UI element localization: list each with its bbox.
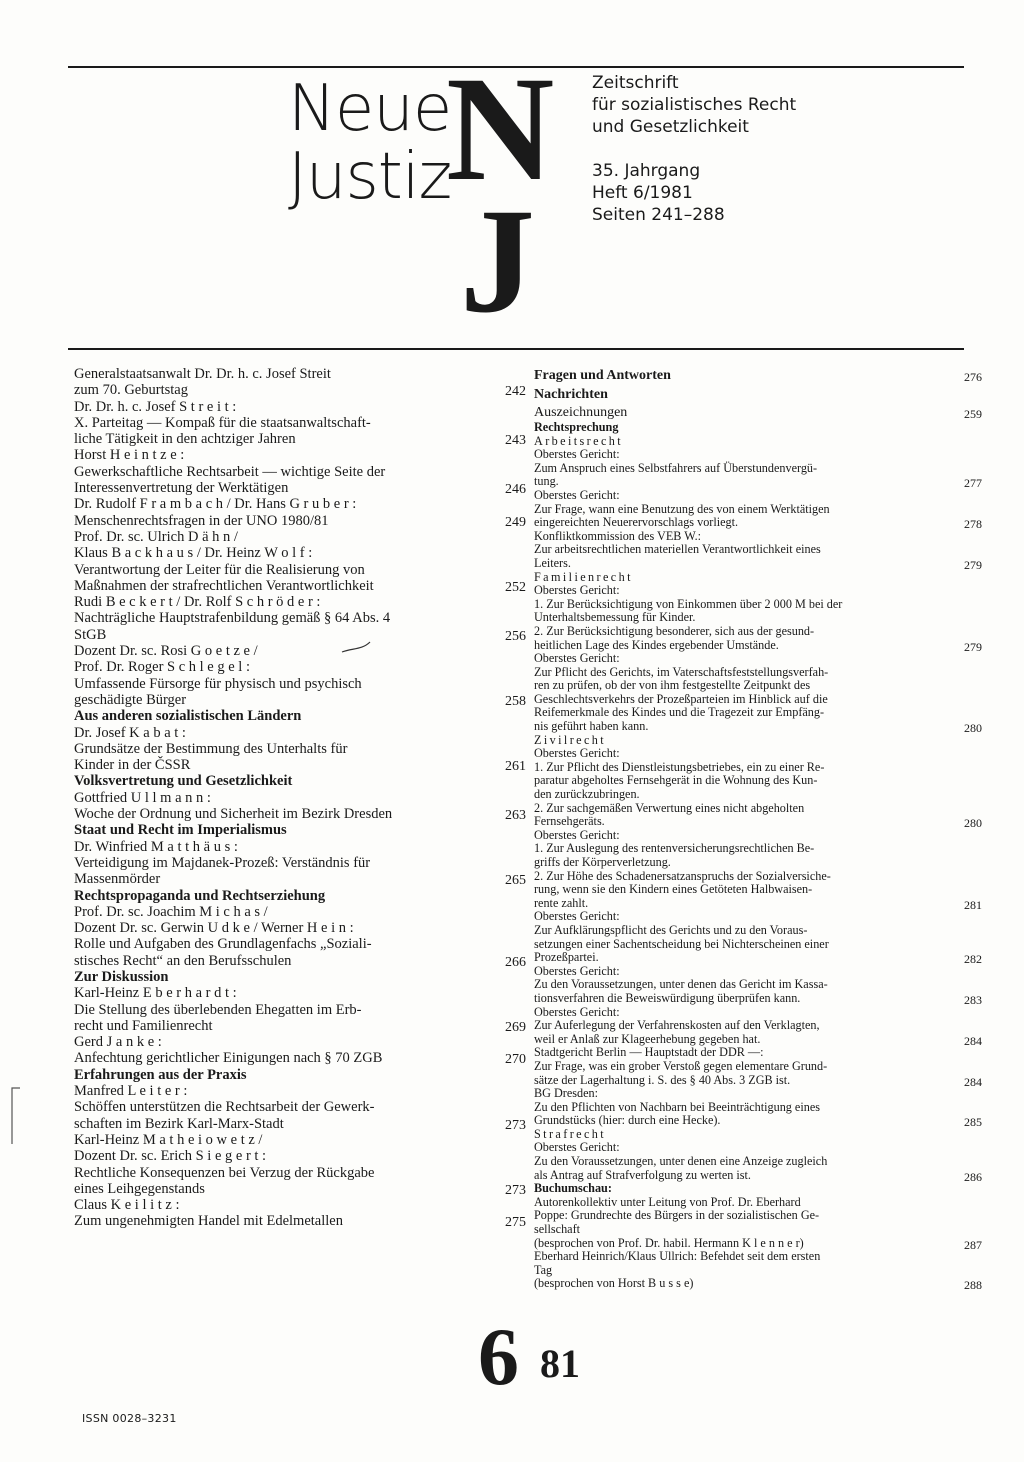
toc-text: Klaus B a c k h a u s / Dr. Heinz W o l f : <box>74 545 313 562</box>
toc-line <box>534 637 982 654</box>
issue-info <box>592 160 725 226</box>
toc-text: Dozent Dr. sc. Gerwin U d k e / Werner H e i n : <box>74 920 354 937</box>
toc-line <box>74 790 514 806</box>
section-heading <box>534 1182 974 1196</box>
logo-letter-n: N <box>446 46 555 212</box>
page-number: 263 <box>505 808 526 824</box>
toc-text: Karl-Heinz M a t h e i o w e t z / <box>74 1131 263 1148</box>
toc-line <box>74 447 514 463</box>
toc-text: (besprochen von Prof. Dr. habil. Hermann K l e n n e r) <box>534 1235 804 1250</box>
toc-line <box>74 757 526 775</box>
toc-line <box>74 904 514 920</box>
toc-line <box>534 978 974 992</box>
subsection-heading <box>534 1128 974 1142</box>
toc-text: Rolle und Aufgaben des Grundlagenfachs „Soziali- <box>74 936 372 953</box>
toc-line <box>534 1155 974 1169</box>
toc-line <box>534 1235 982 1252</box>
toc-line <box>534 990 982 1007</box>
toc-line <box>534 1196 974 1210</box>
toc-text: Tag <box>534 1262 553 1277</box>
page-number: 283 <box>964 992 982 1007</box>
section-heading <box>534 385 974 404</box>
toc-text: sätze der Lagerhaltung i. S. des § 40 Abs. 3 ZGB ist. <box>534 1072 791 1087</box>
toc-text: 2. Zur sachgemäßen Verwertung eines nicht abgeholten <box>534 800 805 815</box>
toc-text: Dr. Dr. h. c. Josef S t r e i t : <box>74 398 237 415</box>
toc-line <box>534 1141 974 1155</box>
subtitle-line: für sozialistisches Recht <box>592 95 797 115</box>
toc-line <box>534 1276 982 1293</box>
toc-text: Zu den Voraussetzungen, unter denen eine Anzeige zugleich <box>534 1154 828 1169</box>
toc-line <box>534 1087 974 1101</box>
toc-text: Prof. Dr. sc. Ulrich D ä h n / <box>74 528 238 545</box>
toc-text: Nachträgliche Hauptstrafenbildung gemäß § 64 Abs. 4 <box>74 610 391 627</box>
toc-text: zum 70. Geburtstag <box>74 382 188 399</box>
toc-text: schaften im Bezirk Karl-Marx-Stadt <box>74 1115 284 1132</box>
toc-text: Autorenkollektiv unter Leitung von Prof. Dr. Eberhard <box>534 1194 801 1209</box>
toc-line <box>74 1083 514 1099</box>
toc-text: Rechtspropaganda und Rechtserziehung <box>74 887 326 904</box>
toc-text: setzungen einer Sachentscheidung bei Nichterscheinen einer <box>534 936 829 951</box>
toc-text: Rechtliche Konsequenzen bei Verzug der Rückgabe <box>74 1164 375 1181</box>
toc-line <box>74 1034 514 1050</box>
toc-line <box>74 643 514 659</box>
toc-line <box>534 761 974 775</box>
toc-text: Woche der Ordnung und Sicherheit im Bezirk Dresden <box>74 806 393 823</box>
toc-line <box>534 598 974 612</box>
toc-text: griffs der Körperverletzung. <box>534 855 671 869</box>
page-number: 281 <box>964 897 982 912</box>
toc-text: 1. Zur Berücksichtigung von Einkommen über 2 000 M bei der <box>534 596 843 611</box>
toc-text: Zur Frage, wann eine Benutzung des von einem Werktätigen <box>534 501 830 516</box>
toc-line <box>74 1017 526 1035</box>
contents-rule <box>68 348 964 350</box>
toc-line <box>534 1046 974 1060</box>
toc-text: Poppe: Grundrechte des Bürgers in der sozialistischen Ge- <box>534 1208 820 1223</box>
section-heading <box>74 1067 514 1083</box>
toc-line <box>74 1148 514 1164</box>
toc-text: paratur abgeholtes Fernsehgerät in die Wohnung des Kun- <box>534 773 818 788</box>
page-number: 280 <box>964 816 982 831</box>
page-number: 258 <box>505 693 526 709</box>
subtitle-line: Zeitschrift <box>592 73 679 93</box>
toc-text: Oberstes Gericht: <box>534 651 620 666</box>
toc-text: 2. Zur Berücksichtigung besonderer, sich aus der gesund- <box>534 623 815 638</box>
toc-text: Zur arbeitsrechtlichen materiellen Verantwortlichkeit eines <box>534 542 821 557</box>
section-heading <box>74 969 514 985</box>
toc-text: Zu den Pflichten von Nachbarn bei Beeinträchtigung eines <box>534 1099 820 1114</box>
toc-line <box>534 679 974 693</box>
page-number: 242 <box>505 384 526 400</box>
toc-text: eingereichten Neuerervorschlags vorliegt. <box>534 515 739 530</box>
toc-text: Oberstes Gericht: <box>534 827 620 842</box>
toc-text: Zum Anspruch eines Selbstfahrers auf Überstundenvergü- <box>534 460 818 475</box>
toc-line <box>534 555 982 572</box>
toc-text: StGB <box>74 626 107 643</box>
toc-line <box>534 895 982 912</box>
toc-text: Generalstaatsanwalt Dr. Dr. h. c. Josef Streit <box>74 366 331 382</box>
toc-line <box>534 1167 982 1184</box>
toc-line <box>534 965 974 979</box>
toc-text: heitlichen Lage des Kindes ergebender Umstände. <box>534 637 779 652</box>
toc-line <box>534 788 974 802</box>
issn-label: ISSN 0028–3231 <box>82 1412 177 1425</box>
toc-text: als Antrag auf Strafverfolgung zu werten ist. <box>534 1167 751 1182</box>
toc-text: tionsverfahren die Beweiswürdigung überprüfen kann. <box>534 990 801 1005</box>
toc-line <box>534 1031 982 1048</box>
toc-text: nis geführt haben kann. <box>534 719 649 734</box>
toc-text: Anfechtung gerichtlicher Einigungen nach § 70 ZGB <box>74 1050 383 1067</box>
page-number: 279 <box>964 557 982 572</box>
toc-line <box>534 404 982 421</box>
toc-text: Claus K e i l i t z : <box>74 1197 180 1214</box>
toc-line <box>74 1099 514 1115</box>
toc-text: geschädigte Bürger <box>74 691 187 708</box>
toc-text: 2. Zur Höhe des Schadenersatzanspruchs der Sozialversiche- <box>534 868 831 883</box>
toc-text: Prof. Dr. Roger S c h l e g e l : <box>74 659 250 676</box>
pages-label: Seiten 241–288 <box>592 205 725 225</box>
page-number: 243 <box>505 433 526 449</box>
toc-line <box>534 1060 974 1074</box>
subsection-heading <box>534 435 974 449</box>
toc-text: Zur Diskussion <box>74 968 169 985</box>
toc-text: BG Dresden: <box>534 1086 598 1101</box>
section-heading <box>74 822 514 838</box>
toc-text: Rudi B e c k e r t / Dr. Rolf S c h r ö d e r : <box>74 594 321 611</box>
toc-line <box>74 464 514 480</box>
toc-line <box>74 839 514 855</box>
page-number: 288 <box>964 1278 982 1293</box>
page-number: 275 <box>505 1215 526 1231</box>
toc-text: Oberstes Gericht: <box>534 1140 620 1155</box>
toc-text: Gottfried U l l m a n n : <box>74 789 211 806</box>
toc-line <box>74 1165 514 1181</box>
page-number: 284 <box>964 1074 982 1089</box>
page-number: 273 <box>505 1182 526 1198</box>
toc-text: Rechtsprechung <box>534 420 619 434</box>
volume-label: 35. Jahrgang <box>592 161 701 181</box>
toc-text: recht und Familienrecht <box>74 1017 213 1034</box>
page-number: 265 <box>505 873 526 889</box>
toc-line <box>534 448 974 462</box>
toc-line <box>74 545 514 561</box>
toc-line <box>74 382 526 400</box>
toc-line <box>534 842 974 856</box>
toc-line <box>534 611 974 625</box>
table-of-contents-right <box>534 366 982 1293</box>
toc-line <box>534 883 974 897</box>
toc-line <box>534 489 974 503</box>
page-number: 246 <box>505 482 526 498</box>
page-number: 277 <box>964 476 982 491</box>
toc-text: Geschlechtsverkehrs der Prozeßparteien im Hinblick auf die <box>534 691 828 706</box>
toc-line <box>74 594 514 610</box>
toc-text: eines Leihgegenstands <box>74 1180 205 1197</box>
toc-text: Zur Auferlegung der Verfahrenskosten auf den Verklagten, <box>534 1018 820 1033</box>
toc-text: Unterhaltsbemessung für Kinder. <box>534 610 696 625</box>
toc-line <box>74 691 526 709</box>
toc-line <box>74 1050 526 1068</box>
toc-text: Grundsätze der Bestimmung des Unterhalts für <box>74 740 348 757</box>
toc-line <box>534 814 982 831</box>
toc-line <box>534 503 974 517</box>
page-number: 286 <box>964 1169 982 1184</box>
toc-line <box>74 610 514 626</box>
toc-line <box>534 1264 974 1278</box>
toc-text: Erfahrungen aus der Praxis <box>74 1066 247 1083</box>
toc-text: Oberstes Gericht: <box>534 746 620 761</box>
toc-text: den zurückzubringen. <box>534 787 640 802</box>
toc-line <box>534 938 974 952</box>
page-number: 284 <box>964 1033 982 1048</box>
page-number: 285 <box>964 1115 982 1130</box>
page-number: 259 <box>964 407 982 421</box>
toc-line <box>74 529 514 545</box>
page-number: 252 <box>505 579 526 595</box>
toc-line <box>74 480 526 498</box>
toc-text: Zu den Voraussetzungen, unter denen das Gericht im Kassa- <box>534 977 828 992</box>
logo-letter-j: J <box>460 178 535 344</box>
toc-text: Oberstes Gericht: <box>534 963 620 978</box>
page-number: 278 <box>964 517 982 532</box>
page-number: 287 <box>964 1237 982 1252</box>
toc-text: liche Tätigkeit in den achtziger Jahren <box>74 431 296 448</box>
toc-line <box>74 806 526 824</box>
toc-text: Zur Aufklärungspflicht des Gerichts und zu den Voraus- <box>534 922 808 937</box>
toc-line <box>534 1019 974 1033</box>
toc-line <box>534 515 982 532</box>
toc-line <box>534 802 974 816</box>
page-number: 249 <box>505 514 526 530</box>
toc-line <box>534 870 974 884</box>
toc-line <box>74 1197 514 1213</box>
toc-line <box>534 1209 974 1223</box>
page-number: 282 <box>964 952 982 967</box>
toc-text: Familienrecht <box>534 569 633 584</box>
logo-word-neue: Neue <box>288 72 452 146</box>
toc-text: weil er Anlaß zur Klageerhebung gegeben hat. <box>534 1031 761 1046</box>
toc-line <box>74 562 514 578</box>
toc-line <box>74 871 526 889</box>
toc-line <box>74 936 514 952</box>
table-of-contents-left <box>74 366 526 1231</box>
toc-line <box>534 950 982 967</box>
toc-text: Karl-Heinz E b e r h a r d t : <box>74 985 237 1002</box>
toc-line <box>74 1132 514 1148</box>
toc-line <box>534 1223 974 1237</box>
page-number: 270 <box>505 1052 526 1068</box>
toc-text: Prof. Dr. sc. Joachim M i c h a s / <box>74 903 268 920</box>
toc-text: Leiters. <box>534 555 571 570</box>
toc-line <box>74 1002 514 1018</box>
toc-line <box>74 577 526 595</box>
toc-text: Buchumschau: <box>534 1181 612 1196</box>
page-number: 269 <box>505 1019 526 1035</box>
toc-text: ren zu prüfen, ob der von ihm festgestellte Zeitpunkt des <box>534 678 811 693</box>
toc-text: Schöffen unterstützen die Rechtsarbeit der Gewerk- <box>74 1099 375 1116</box>
toc-line <box>74 1180 526 1198</box>
toc-text: Eberhard Heinrich/Klaus Ullrich: Befehdet seit dem ersten <box>534 1249 821 1264</box>
toc-line <box>534 856 974 870</box>
toc-line <box>74 659 514 675</box>
issue-label: Heft 6/1981 <box>592 183 693 203</box>
page-number: 279 <box>964 639 982 654</box>
toc-text: Fragen und Antworten <box>534 368 671 383</box>
toc-text: Prozeßpartei. <box>534 950 599 965</box>
toc-text: Fernsehgeräts. <box>534 814 605 829</box>
journal-subtitle <box>592 72 796 138</box>
toc-line <box>74 626 526 644</box>
toc-line <box>74 1115 526 1133</box>
toc-line <box>74 725 514 741</box>
margin-bracket <box>8 1086 24 1146</box>
toc-text: Interessenvertretung der Werktätigen <box>74 480 289 497</box>
toc-line <box>74 741 514 757</box>
toc-text: Menschenrechtsfragen in der UNO 1980/81 <box>74 512 329 529</box>
toc-line <box>74 496 514 512</box>
toc-line <box>534 584 974 598</box>
toc-line <box>74 366 514 382</box>
toc-text: Dozent Dr. sc. Erich S i e g e r t : <box>74 1148 267 1165</box>
toc-text: tung. <box>534 474 559 489</box>
toc-text: Zur Pflicht des Gerichts, im Vaterschaftsfeststellungsverfah- <box>534 664 829 679</box>
toc-text: Arbeitsrecht <box>534 433 624 448</box>
toc-text: Stadtgericht Berlin — Hauptstadt der DDR —: <box>534 1045 764 1060</box>
toc-text: rente zahlt. <box>534 895 589 910</box>
page-number: 266 <box>505 954 526 970</box>
toc-line <box>74 676 514 692</box>
toc-line <box>534 543 974 557</box>
toc-text: Zivilrecht <box>534 732 607 747</box>
toc-text: 1. Zur Pflicht des Dienstleistungsbetriebes, ein zu einer Re- <box>534 759 825 774</box>
toc-text: Oberstes Gericht: <box>534 583 620 598</box>
toc-text: Volksvertretung und Gesetzlichkeit <box>74 773 293 790</box>
section-heading <box>534 421 974 435</box>
toc-text: Oberstes Gericht: <box>534 1004 620 1019</box>
toc-line <box>534 774 974 788</box>
toc-text: Verteidigung im Majdanek-Prozeß: Verständnis für <box>74 854 371 871</box>
toc-text: Zum ungenehmigten Handel mit Edelmetallen <box>74 1213 343 1230</box>
toc-line <box>74 431 526 449</box>
toc-line <box>74 920 514 936</box>
toc-text: Oberstes Gericht: <box>534 447 620 462</box>
toc-text: Nachrichten <box>534 387 608 402</box>
toc-text: Dr. Winfried M a t t h ä u s : <box>74 838 238 855</box>
issue-number: 6 <box>478 1311 519 1402</box>
toc-text: stisches Recht“ an den Berufsschulen <box>74 952 292 969</box>
toc-text: rung, wenn sie den Kindern eines Getöteten Halbwaisen- <box>534 882 813 897</box>
toc-line <box>74 399 514 415</box>
toc-text: Grundstücks (hier: durch eine Hecke). <box>534 1113 721 1128</box>
page-number: 273 <box>505 1117 526 1133</box>
toc-text: Massenmörder <box>74 871 161 888</box>
toc-line <box>534 1250 974 1264</box>
subsection-heading <box>534 571 974 585</box>
toc-text: Manfred L e i t e r : <box>74 1083 188 1100</box>
toc-line <box>74 1213 526 1231</box>
toc-text: Dozent Dr. sc. Rosi G o e t z e / <box>74 643 258 660</box>
toc-text: Gewerkschaftliche Rechtsarbeit — wichtige Seite der <box>74 463 386 480</box>
toc-line <box>534 530 974 544</box>
toc-line <box>74 952 526 970</box>
subsection-heading <box>534 734 974 748</box>
toc-text: Oberstes Gericht: <box>534 909 620 924</box>
toc-line <box>534 1113 982 1130</box>
toc-text: Umfassende Fürsorge für physisch und psychisch <box>74 675 362 692</box>
toc-line <box>74 415 514 431</box>
page-number: 256 <box>505 628 526 644</box>
toc-line <box>534 625 974 639</box>
toc-line <box>534 719 982 736</box>
toc-text: Konfliktkommission des VEB W.: <box>534 528 702 543</box>
issue-year: 81 <box>540 1341 580 1386</box>
toc-line <box>534 462 974 476</box>
toc-text: Oberstes Gericht: <box>534 487 620 502</box>
toc-text: Dr. Josef K a b a t : <box>74 724 186 741</box>
toc-text: Kinder in der ČSSR <box>74 757 191 774</box>
subtitle-line: und Gesetzlichkeit <box>592 117 749 137</box>
toc-line <box>534 829 974 843</box>
section-heading <box>74 708 514 724</box>
toc-text: 1. Zur Auslegung des rentenversicherungsrechtlichen Be- <box>534 841 815 856</box>
page-number: 276 <box>964 370 982 384</box>
toc-text: Auszeichnungen <box>534 405 628 420</box>
toc-text: Dr. Rudolf F r a m b a c h / Dr. Hans G r u b e r : <box>74 496 357 513</box>
toc-text: Verantwortung der Leiter für die Realisierung von <box>74 561 365 578</box>
pen-mark <box>340 636 380 658</box>
toc-text: Die Stellung des überlebenden Ehegatten im Erb- <box>74 1001 362 1018</box>
toc-line <box>534 706 974 720</box>
toc-line <box>534 1072 982 1089</box>
toc-line <box>534 1006 974 1020</box>
toc-text: sellschaft <box>534 1222 581 1237</box>
toc-line <box>534 910 974 924</box>
toc-text: Staat und Recht im Imperialismus <box>74 822 287 839</box>
toc-line <box>534 666 974 680</box>
page-number: 280 <box>964 721 982 736</box>
toc-line <box>534 747 974 761</box>
toc-text: Aus anderen sozialistischen Ländern <box>74 708 302 725</box>
toc-line <box>74 512 526 530</box>
toc-line <box>534 652 974 666</box>
toc-text: X. Parteitag — Kompaß für die staatsanwaltschaft- <box>74 414 371 431</box>
page-number: 261 <box>505 759 526 775</box>
toc-line <box>74 855 514 871</box>
toc-text: Reifemerkmale des Kindes und die Tragezeit zur Empfäng- <box>534 705 825 720</box>
toc-line <box>534 1101 974 1115</box>
toc-text: Gerd J a n k e : <box>74 1034 162 1051</box>
toc-line <box>74 985 514 1001</box>
toc-text: Strafrecht <box>534 1126 607 1141</box>
toc-line <box>534 474 982 491</box>
toc-line <box>534 924 974 938</box>
logo-word-justiz: Justiz <box>288 140 452 214</box>
toc-text: Zur Frage, was ein grober Verstoß gegen elementare Grund- <box>534 1058 828 1073</box>
section-heading <box>534 366 982 385</box>
toc-text: Maßnahmen der strafrechtlichen Verantwortlichkeit <box>74 577 374 594</box>
section-heading <box>74 773 514 789</box>
toc-text: Horst H e i n t z e : <box>74 447 185 464</box>
section-heading <box>74 888 514 904</box>
toc-line <box>534 693 974 707</box>
toc-text: (besprochen von Horst B u s s e) <box>534 1276 694 1291</box>
